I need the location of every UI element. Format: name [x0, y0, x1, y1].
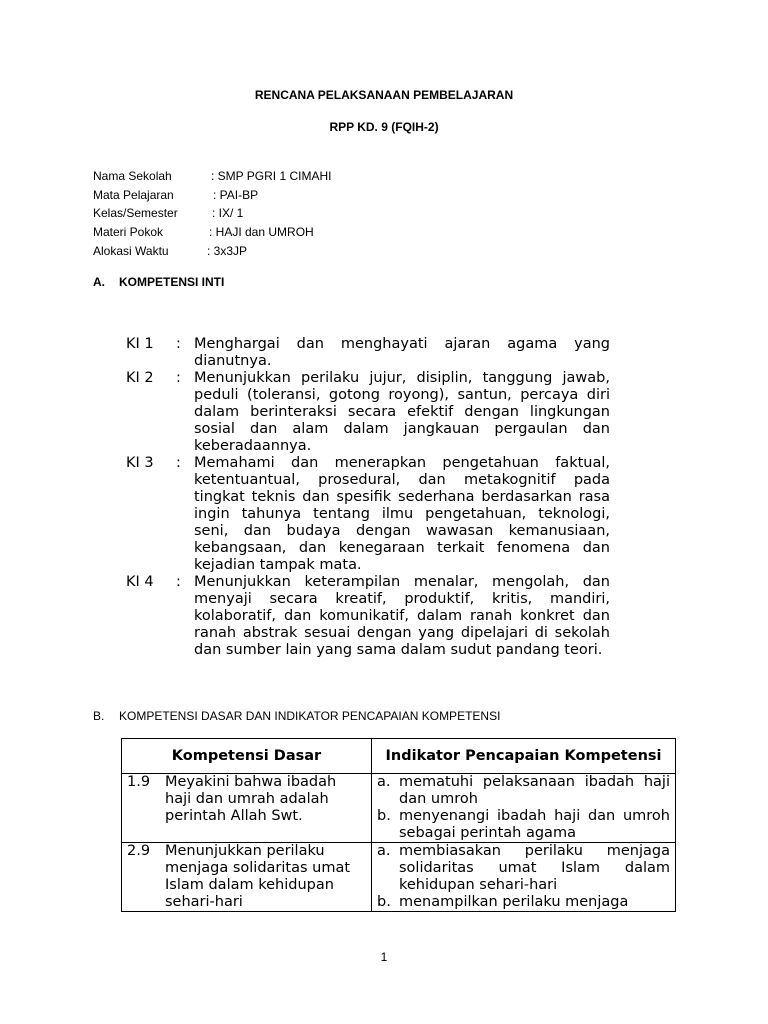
kd-text: Meyakini bahwa ibadah haji dan umrah adalah perintah Allah Swt. [165, 774, 337, 824]
section-a-letter: A. [93, 275, 105, 289]
indicator-item [377, 808, 670, 842]
ki-colon: : [176, 370, 181, 386]
ki-colon: : [176, 336, 181, 352]
ki-text: Menunjukkan perilaku jujur, disiplin, tanggung jawab, peduli (toleransi, gotong royong), santun, percaya diri dalam berinteraksi secara efektif dengan lingkungan sosial dan alam dalam jangkauan pergaulan dan keberadaannya. [194, 370, 610, 454]
ki-text: Menunjukkan keterampilan menalar, mengolah, dan menyaji secara kreatif, produktif, kritis, mandiri, kolaboratif, dan komunikatif, dalam ranah konkret dan ranah abstrak sesuai dengan yang dipelajari di sekolah dan sumber lain yang sama dalam sudut pandang teori. [194, 574, 610, 658]
ki-code: KI 1 [126, 336, 154, 352]
indicator-letter: a. [377, 774, 391, 790]
ki-code: KI 3 [126, 455, 154, 471]
ki-code: KI 4 [126, 574, 154, 590]
info-value-class: : IX/ 1 [212, 206, 244, 220]
indicator-text: mematuhi pelaksanaan ibadah haji dan umroh [399, 774, 670, 807]
ki-item [126, 370, 610, 455]
ki-colon: : [176, 455, 181, 471]
info-value-school: : SMP PGRI 1 CIMAHI [211, 169, 332, 183]
page-number: 1 [380, 950, 388, 964]
table-header-row [122, 739, 676, 774]
section-b-title: KOMPETENSI DASAR DAN INDIKATOR PENCAPAIAN KOMPETENSI [119, 709, 501, 723]
document-subtitle: RPP KD. 9 (FQIH-2) [329, 120, 439, 134]
indicator-item [377, 843, 670, 894]
info-label-school: Nama Sekolah [93, 169, 172, 183]
info-label-material: Materi Pokok [93, 225, 164, 239]
indicator-text: membiasakan perilaku menjaga solidaritas umat Islam dalam kehidupan sehari-hari [399, 843, 670, 893]
ki-text: Menghargai dan menghayati ajaran agama yang dianutnya. [194, 336, 610, 369]
table-row [122, 843, 676, 912]
indicator-letter: b. [377, 894, 391, 910]
indicator-letter: a. [377, 843, 391, 859]
ki-colon: : [176, 574, 181, 590]
indicator-text: menampilkan perilaku menjaga [399, 894, 629, 910]
header-kompetensi-dasar: Kompetensi Dasar [122, 739, 372, 774]
ki-item [126, 455, 610, 574]
info-value-time: : 3x3JP [207, 244, 248, 258]
kd-number: 2.9 [127, 843, 151, 859]
indicator-item [377, 894, 670, 911]
ki-list [126, 336, 610, 659]
indicator-text: menyenangi ibadah haji dan umroh sebagai perintah agama [399, 808, 670, 841]
section-b-letter: B. [93, 709, 105, 723]
indicator-cell [372, 774, 676, 843]
info-value-material: : HAJI dan UMROH [209, 225, 314, 239]
ki-code: KI 2 [126, 370, 154, 386]
indicator-letter: b. [377, 808, 391, 824]
info-value-subject: : PAI-BP [213, 188, 259, 202]
ki-item [126, 574, 610, 659]
indicator-item [377, 774, 670, 808]
kd-text: Menunjukkan perilaku menjaga solidaritas umat Islam dalam kehidupan sehari-hari [165, 843, 351, 910]
kd-cell [122, 774, 372, 843]
kd-table [121, 738, 676, 912]
info-label-time: Alokasi Waktu [93, 244, 169, 258]
header-indikator: Indikator Pencapaian Kompetensi [372, 739, 676, 774]
table-row [122, 774, 676, 843]
kd-number: 1.9 [127, 774, 151, 790]
document-title: RENCANA PELAKSANAAN PEMBELAJARAN [254, 88, 514, 102]
info-label-class: Kelas/Semester [93, 206, 178, 220]
info-label-subject: Mata Pelajaran [93, 188, 174, 202]
indicator-cell [372, 843, 676, 912]
section-a-title: KOMPETENSI INTI [119, 275, 225, 289]
ki-item [126, 336, 610, 370]
ki-text: Memahami dan menerapkan pengetahuan faktual, ketentuantual, prosedural, dan metakognitif pada tingkat teknis dan spesifik sederhana berdasarkan rasa ingin tahunya tentang ilmu pengetahuan, teknologi, seni, dan budaya dengan wawasan kemanusiaan, kebangsaan, dan kenegaraan terkait fenomena dan kejadian tampak mata. [194, 455, 610, 573]
kd-cell [122, 843, 372, 912]
